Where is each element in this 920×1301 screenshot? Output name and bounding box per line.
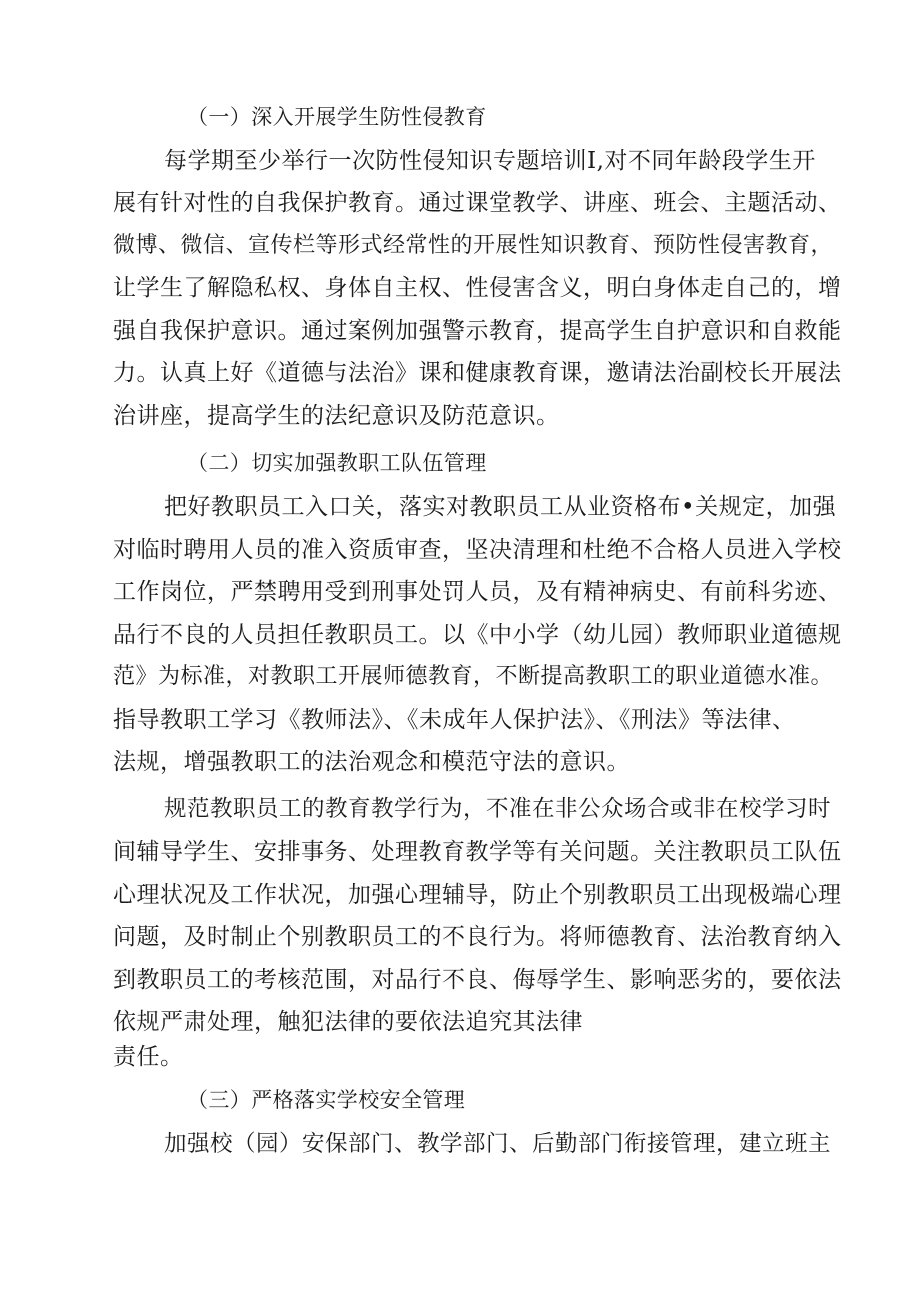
paragraph-line: 问题，及时制止个别教职员工的不良行为。将师德教育、法治教育纳入 — [113, 924, 842, 950]
paragraph-line: 到教职员工的考核范围，对品行不良、侮辱学生、影响恶劣的，要依法 — [113, 967, 842, 993]
paragraph-line: 治讲座，提高学生的法纪意识及防范意识。 — [113, 403, 560, 429]
paragraph-line: 每学期至少举行一次防性侵知识专题培训I,对不同年龄段学生开 — [164, 148, 816, 174]
paragraph-line: 力。认真上好《道德与法治》课和健康教育课，邀请法治副校长开展法 — [113, 360, 842, 386]
paragraph-line: 加强校（园）安保部门、教学部门、后勤部门衔接管理，建立班主 — [164, 1131, 832, 1157]
paragraph-line: 让学生了解隐私权、身体自主权、性侵害含义，明白身体走自己的，增 — [113, 275, 842, 301]
paragraph-line: 规范教职员工的教育教学行为，不准在非公众场合或非在校学习时 — [164, 796, 832, 822]
paragraph-line: 把好教职员工入口关，落实对教职员工从业资格布•关规定，加强 — [164, 494, 837, 520]
paragraph-line: 指导教职工学习《教师法》、《未成年人保护法》、《刑法》等法律、 — [113, 707, 796, 733]
paragraph-line: 依规严肃处理，触犯法律的要依法追究其法律 — [113, 1009, 583, 1035]
section-heading-3: （三）严格落实学校安全管理 — [187, 1088, 466, 1112]
paragraph-line: 责任。 — [113, 1044, 184, 1070]
paragraph-line: 微博、微信、宣传栏等形式经常性的开展性知识教育、预防性侵害教育， — [113, 233, 834, 258]
paragraph-line: 范》为标准，对教职工开展师德教育，不断提高教职工的职业道德水准。 — [113, 664, 834, 689]
paragraph-line: 强自我保护意识。通过案例加强警示教育，提高学生自护意识和自救能 — [113, 318, 842, 344]
paragraph-line: 法规，增强教职工的法治观念和模范守法的意识。 — [113, 749, 630, 775]
section-heading-1: （一）深入开展学生防性侵教育 — [187, 105, 487, 129]
paragraph-line: 品行不良的人员担任教职员工。以《中小学（幼儿园）教师职业道德规 — [113, 622, 842, 648]
paragraph-line: 展有针对性的自我保护教育。通过课堂教学、讲座、班会、主题活动、 — [113, 190, 842, 216]
paragraph-line: 工作岗位，严禁聘用受到刑事处罚人员，及有精神病史、有前科劣迹、 — [113, 579, 842, 605]
paragraph-line: 心理状况及工作状况，加强心理辅导，防止个别教职员工出现极端心理 — [113, 882, 842, 908]
section-heading-2: （二）切实加强教职工队伍管理 — [187, 451, 487, 475]
paragraph-line: 对临时聘用人员的准入资质审查，坚决清理和杜绝不合格人员进入学校 — [113, 537, 842, 563]
paragraph-line: 间辅导学生、安排事务、处理教育教学等有关问题。关注教职员工队伍 — [113, 839, 842, 865]
